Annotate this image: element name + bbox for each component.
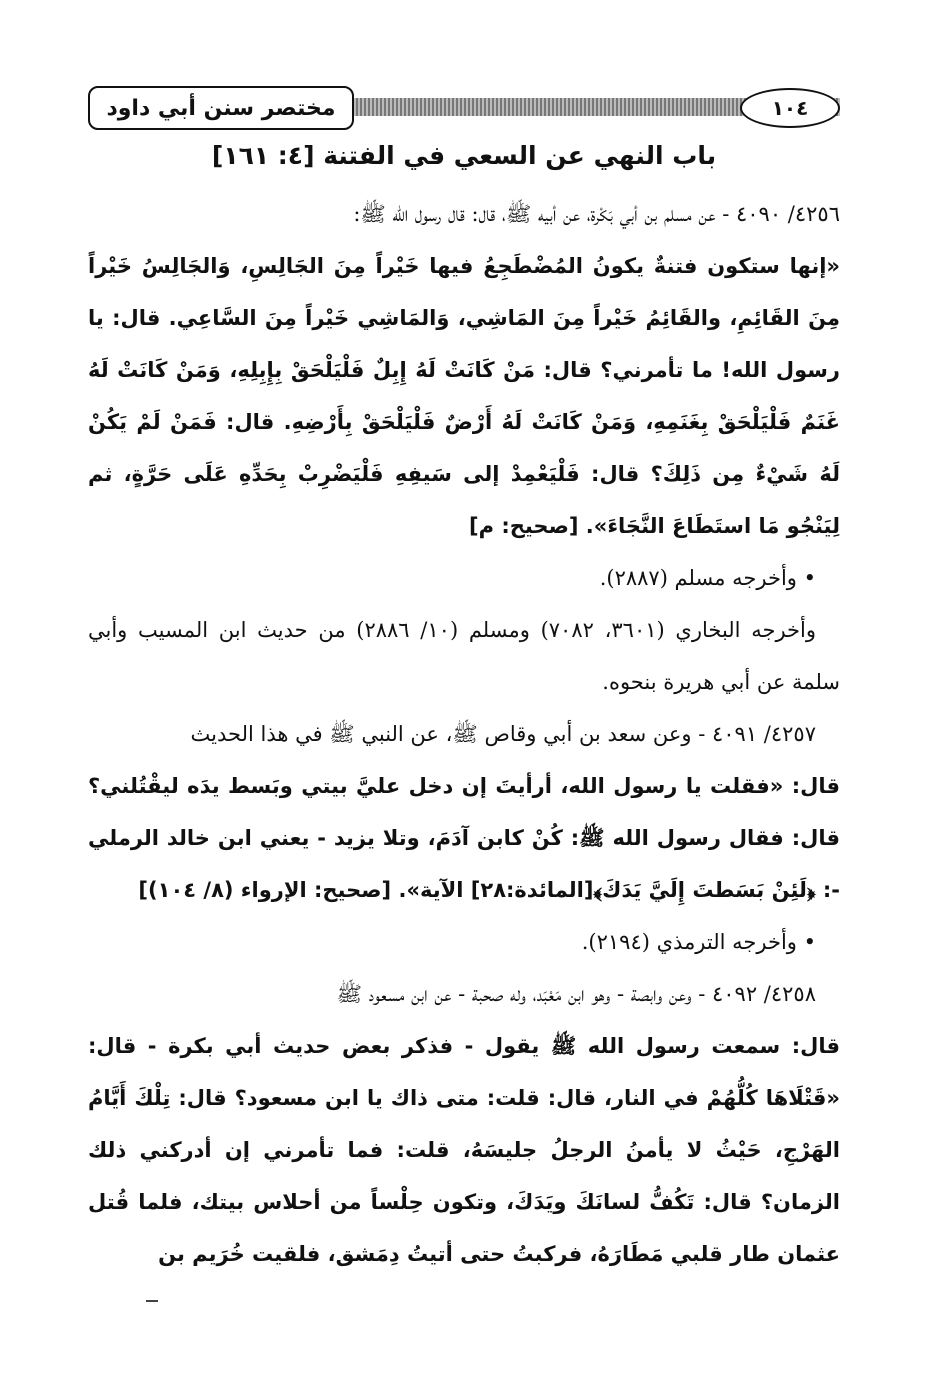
paragraph: قال: «فقلت يا رسول الله، أرأيتَ إن دخل عليَّ بيتي وبَسط يدَه ليقْتُلني؟ قال: فقال رسول الله ﷺ: كُنْ كابن آدَمَ، وتلا يزيد - يعني ابن خالد الرملي -: ﴿لَئِنْ بَسَطتَ إِلَيَّ يَدَكَ﴾[المائدة:٢٨] الآية». [صحيح: الإرواء (٨/ ١٠٤)] (88, 774, 840, 902)
paragraph: «إنها ستكون فتنةٌ يكونُ المُضْطَجِعُ فيها خَيْراً مِنَ الجَالِسِ، وَالجَالِسُ خَيْراً مِنَ القَائِمِ، والقَائِمُ خَيْراً مِنَ المَاشِي، وَالمَاشِي خَيْراً مِنَ السَّاعِي. قال: يا رسول الله! ما تأمرني؟ قال: مَنْ كَانَتْ لَهُ إِبِلٌ فَلْيَلْحَقْ بِإِبِلِهِ، وَمَنْ كَانَتْ لَهُ غَنَمٌ فَلْيَلْحَقْ بِغَنَمِهِ، وَمَنْ كَانَتْ لَهُ أَرْضٌ فَلْيَلْحَقْ بِأَرْضِهِ. قال: فَمَنْ لَمْ يَكُنْ لَهُ شَيْءٌ مِن ذَلِكَ؟ قال: فَلْيَعْمِدْ إلى سَيفِهِ فَلْيَضْرِبْ بِحَدِّهِ عَلَى حَرَّةٍ، ثم لِيَنْجُو مَا استَطَاعَ النَّجَاءَ». [صحيح: م] (88, 254, 840, 538)
paragraph: ٤٢٥٧/ ٤٠٩١ - وعن سعد بن أبي وقاص ﷺ، عن النبي ﷺ في هذا الحديث (190, 722, 816, 746)
bullet-note: • وأخرجه مسلم (٢٨٨٧). (88, 552, 840, 604)
paragraph: وأخرجه البخاري (٣٦٠١، ٧٠٨٢) ومسلم (١٠/ ٢٨٨٦) من حديث ابن المسيب وأبي سلمة عن أبي هريرة بنحوه. (88, 618, 840, 694)
book-title: مختصر سنن أبي داود (88, 86, 354, 130)
footer-mark (146, 1300, 158, 1302)
running-header (88, 86, 840, 130)
body-text (88, 188, 840, 1280)
chapter-title: باب النهي عن السعي في الفتنة [٤: ١٦١] (211, 141, 717, 170)
paragraph: قال: سمعت رسول الله ﷺ يقول - فذكر بعض حديث أبي بكرة - قال: «قَتْلَاهَا كُلُّهُمْ في النار، قال: قلت: متى ذاك يا ابن مسعود؟ قال: تِلْكَ أَيَّامُ الهَرْجِ، حَيْثُ لا يأمنُ الرجلُ جليسَهُ، قلت: فما تأمرني إن أدركني ذلك الزمان؟ قال: تَكُفُّ لسانَكَ ويَدَكَ، وتكون حِلْساً من أحلاس بيتك، فلما قُتل عثمان طار قلبي مَطَارَهُ، فركبتُ حتى أتيتُ دِمَشق، فلقيت خُرَيم بن (88, 1034, 840, 1266)
bullet-note: • وأخرجه الترمذي (٢١٩٤). (88, 916, 840, 968)
paragraph: ٤٢٥٦/ ٤٠٩٠ - عن مسلم بن أبي بَكْرة، عن أبيه ﷺ، قال: قال رسول الله ﷺ: (353, 202, 840, 226)
page-number: ١٠٤ (740, 88, 840, 128)
paragraph: ٤٢٥٨/ ٤٠٩٢ - وعن وابصة - وهو ابن مَعْبَد، وله صحبة - عن ابن مسعود ﷺ (336, 982, 816, 1006)
